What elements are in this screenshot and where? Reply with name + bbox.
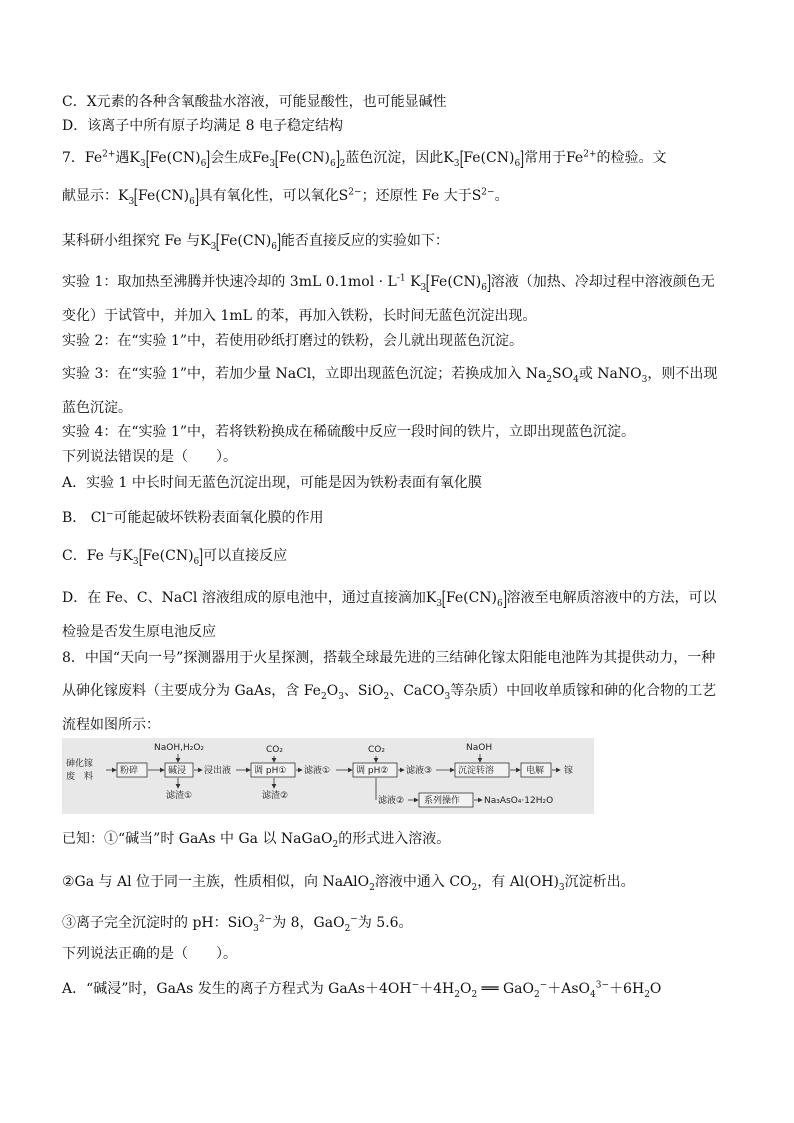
- given-1: [62, 829, 754, 849]
- reagent-naoh-h2o2: NaOH,H₂O₂: [154, 743, 205, 753]
- charge: −: [350, 914, 358, 925]
- subscript: 4: [573, 374, 579, 385]
- formula: Fe(CN): [220, 233, 272, 249]
- reagent-co2: CO₂: [266, 745, 283, 755]
- text: 具有氧化性，可以氧化S: [198, 188, 349, 204]
- subscript: 2: [344, 923, 351, 934]
- bracket: [: [216, 229, 221, 253]
- step-filtrate-1: 滤液①: [304, 766, 331, 776]
- text: GaO: [498, 981, 534, 997]
- q7-stem-line2: [62, 186, 754, 206]
- option-c-prev: [62, 92, 754, 112]
- text: 已知：①“碱当”时 GaAs 中 Ga 以 NaGaO: [62, 831, 333, 847]
- option-c-text: C．X元素的各种含氧酸盐水溶液，可能显酸性，也可能显碱性: [62, 94, 447, 110]
- text: 蓝色沉淀，因此: [345, 150, 444, 166]
- option-d-text: D．该离子中所有原子均满足 8 电子稳定结构: [62, 118, 344, 134]
- experiment-3-line1: [62, 364, 754, 384]
- text: 实验 1：取加热至沸腾并快速冷却的 3mL 0.1mol · L: [62, 274, 397, 290]
- subscript: 2: [339, 158, 346, 169]
- charge: −: [539, 980, 548, 991]
- bracket: ]: [486, 270, 492, 294]
- q7-stem-line3: [62, 231, 754, 251]
- step-adjust-ph-1: 调 pH①: [254, 766, 287, 776]
- experiment-4: [62, 422, 754, 442]
- subscript: 4: [590, 989, 596, 1000]
- subscript: 2: [454, 989, 460, 1000]
- text: 实验 4：在“实验 1”中，若将铁粉换成在稀硫酸中反应一段时间的铁片，立即出现蓝色沉淀。: [62, 424, 636, 440]
- text: ，有 Al: [477, 874, 525, 890]
- q7-option-d-line2: [62, 622, 754, 642]
- text: 流程如图所示：: [62, 717, 160, 733]
- subscript: 6: [481, 282, 487, 293]
- reagent-naoh: NaOH: [466, 743, 493, 753]
- step-series-ops: 系列操作: [424, 796, 461, 806]
- subscript: 3: [269, 158, 276, 169]
- subscript: 2: [471, 882, 478, 893]
- equals-sign: ══: [481, 981, 499, 997]
- text: 检验是否发生原电池反应: [62, 624, 216, 640]
- q8-stem-line1: [62, 648, 754, 668]
- charge: 2+: [583, 149, 597, 160]
- bracket: ]: [206, 146, 211, 170]
- formula: Fe(CN): [278, 150, 331, 166]
- subscript: 3: [128, 196, 135, 207]
- bracket: [: [441, 586, 447, 610]
- subscript: 3: [210, 241, 217, 252]
- subscript: 2: [369, 882, 375, 893]
- formula: Fe: [252, 150, 270, 166]
- filtrate-2: 滤液②: [378, 796, 405, 806]
- experiment-1-line1: [62, 272, 754, 292]
- subscript: 6: [193, 556, 200, 567]
- charge: 2−: [348, 187, 362, 198]
- text: A．“碱浸”时，GaAs 发生的离子方程式为 GaAs＋4OH: [62, 981, 412, 997]
- subscript: 2: [332, 839, 339, 850]
- text: O: [649, 981, 662, 997]
- residue-2: 滤渣②: [262, 791, 289, 801]
- subscript: 2: [546, 374, 553, 385]
- flowchart-svg: [62, 738, 594, 814]
- subscript: 3: [132, 556, 139, 567]
- text: O: [459, 981, 472, 997]
- formula: K: [129, 150, 140, 166]
- raw-material-label: 砷化镓: [66, 759, 94, 769]
- formula: Fe(CN): [149, 150, 201, 166]
- bracket: [: [138, 544, 143, 568]
- text: A．实验 1 中长时间无蓝色沉淀出现，可能是因为铁粉表面有氧化膜: [62, 475, 482, 491]
- text: 某科研小组探究 Fe 与: [62, 233, 201, 249]
- bracket: ]: [276, 229, 282, 253]
- text: O: [326, 683, 339, 699]
- text: ；还原性 Fe 大于S: [361, 188, 482, 204]
- subscript: 6: [200, 158, 207, 169]
- text: D．在 Fe、C、NaCl 溶液组成的原电池中，通过直接滴加: [62, 590, 426, 606]
- experiment-1-line2: [62, 306, 754, 326]
- text: 溶液中通入 CO: [374, 874, 472, 890]
- text: 等杂质）中回收单质镓和砷的化合物的工艺: [450, 683, 717, 699]
- q7-option-b[interactable]: [62, 508, 754, 528]
- bracket: [: [133, 184, 139, 208]
- bracket: ]: [335, 146, 340, 170]
- subscript: 2: [644, 989, 650, 1000]
- bracket: ]: [502, 586, 507, 610]
- formula: K: [425, 590, 437, 606]
- q7-question: [62, 447, 754, 467]
- step-filtrate-3: 滤液③: [406, 766, 433, 776]
- text: 为 8，GaO: [272, 915, 345, 931]
- subscript: 3: [444, 691, 451, 702]
- subscript: 3: [558, 882, 565, 893]
- subscript: 2: [383, 691, 390, 702]
- text: 为 5.6。: [357, 915, 413, 931]
- charge: 2−: [481, 187, 495, 198]
- experiment-3-line2: [62, 398, 754, 418]
- subscript: 6: [497, 598, 503, 609]
- text: 遇: [115, 150, 130, 166]
- step-leachate: 浸出液: [204, 766, 232, 776]
- experiment-2: [62, 331, 754, 351]
- subscript: 2: [320, 691, 327, 702]
- formula: Fe(CN): [138, 188, 190, 204]
- subscript: 3: [641, 374, 648, 385]
- bracket: [: [459, 146, 464, 170]
- q7-option-a[interactable]: [62, 473, 754, 493]
- subscript: 2: [471, 989, 478, 1000]
- bracket: [: [274, 146, 280, 170]
- formula: K: [122, 548, 133, 564]
- text: B． Cl: [62, 510, 106, 526]
- text: 。: [494, 188, 509, 204]
- q8-question: [62, 944, 754, 964]
- step-alkali-leach: 碱浸: [168, 766, 187, 776]
- bracket: ]: [519, 146, 525, 170]
- formula: Fe(CN): [445, 590, 497, 606]
- formula: Fe(CN): [142, 548, 194, 564]
- text: 8．中国“天向一号”探测器用于火星探测，搭载全球最先进的三结砷化镓太阳能电池阵为其提供动力，一种: [62, 650, 716, 666]
- step-adjust-ph-2: 调 pH②: [356, 766, 389, 776]
- formula: Fe(CN): [430, 274, 482, 290]
- process-flowchart: [62, 738, 594, 814]
- text: 的形式进入溶液。: [338, 831, 451, 847]
- text: C．Fe 与: [62, 548, 123, 564]
- residue-1: 滤渣①: [166, 791, 193, 801]
- raw-material-label: 废 料: [66, 772, 94, 782]
- text: ＋4H: [419, 981, 455, 997]
- text: 能否直接反应的实验如下：: [280, 233, 449, 249]
- subscript: 2: [533, 989, 540, 1000]
- text: 从砷化镓废料（主要成分为 GaAs，含 Fe: [62, 683, 321, 699]
- subscript: 3: [420, 282, 427, 293]
- formula: Fe(CN): [463, 150, 515, 166]
- subscript: 3: [139, 158, 146, 169]
- text: 溶液（加热、冷却过程中溶液颜色无: [490, 274, 715, 290]
- text: ②Ga 与 Al 位于同一主族，性质相似，向 NaAlO: [62, 874, 370, 890]
- text: 下列说法正确的是（ ）。: [62, 946, 237, 962]
- text: 变化）于试管中，并加入 1mL 的苯，再加入铁粉，长时间无蓝色沉淀出现。: [62, 308, 537, 324]
- q8-option-a[interactable]: [62, 979, 754, 999]
- product-sodium-arsenate: Na₃AsO₄·12H₂O: [484, 796, 554, 806]
- subscript: 6: [330, 158, 336, 169]
- step-crush: 粉碎: [120, 766, 139, 776]
- q7-option-c[interactable]: [62, 546, 754, 566]
- charge: 2−: [258, 914, 273, 925]
- text: 可能起破坏铁粉表面氧化膜的作用: [113, 510, 324, 526]
- subscript: 3: [436, 598, 443, 609]
- subscript: 6: [271, 241, 278, 252]
- text: 溶液至电解质溶液中的方法，可以: [506, 590, 717, 606]
- text: 、CaCO: [389, 683, 445, 699]
- text: 可以直接反应: [203, 548, 288, 564]
- text: 或 NaNO: [578, 366, 642, 382]
- formula: K: [443, 150, 454, 166]
- charge: −: [411, 980, 420, 991]
- product-gallium: 镓: [564, 766, 574, 776]
- subscript: 3: [453, 158, 460, 169]
- text: 的检验。文: [596, 150, 667, 166]
- text: 、SiO: [343, 683, 384, 699]
- step-electrolysis: 电解: [526, 766, 545, 776]
- q8-stem-line2: [62, 681, 754, 701]
- given-2: [62, 872, 754, 892]
- text: ③离子完全沉淀时的 pH：SiO: [62, 915, 254, 931]
- subscript: 6: [514, 158, 521, 169]
- charge: 2+: [102, 149, 116, 160]
- given-3: [62, 913, 754, 933]
- text: SO: [552, 366, 574, 382]
- subscript: 6: [189, 196, 195, 207]
- text: ，则不出现: [647, 366, 718, 382]
- text: 下列说法错误的是（ ）。: [62, 449, 237, 465]
- formula: K: [118, 188, 129, 204]
- option-d-prev: [62, 116, 754, 136]
- text: 实验 3：在“实验 1”中，若加少量 NaCl，立即出现蓝色沉淀；若换成加入 Na: [62, 366, 547, 382]
- exponent: -1: [396, 273, 406, 284]
- bracket: [: [426, 270, 431, 294]
- text: 7．Fe: [62, 150, 103, 166]
- text: 蓝色沉淀。: [62, 400, 132, 416]
- text: 常用于: [523, 150, 566, 166]
- q7-stem-line1: [62, 148, 754, 168]
- subscript: 3: [338, 691, 344, 702]
- formula: (OH): [524, 874, 559, 890]
- step-redissolve: 沉淀转溶: [458, 766, 495, 776]
- bracket: ]: [199, 544, 204, 568]
- text: 实验 2：在“实验 1”中，若使用砂纸打磨过的铁粉，会儿就出现蓝色沉淀。: [62, 333, 524, 349]
- bracket: [: [145, 146, 150, 170]
- charge: 3−: [595, 980, 610, 991]
- text: 沉淀析出。: [564, 874, 635, 890]
- reagent-co2: CO₂: [368, 745, 385, 755]
- bracket: ]: [194, 184, 199, 208]
- q7-option-d-line1[interactable]: [62, 588, 754, 608]
- formula: K: [200, 233, 211, 249]
- formula: K: [410, 274, 421, 290]
- text: ＋6H: [609, 981, 645, 997]
- subscript: 3: [253, 923, 259, 934]
- formula: Fe: [565, 150, 584, 166]
- text: 会生成: [210, 150, 253, 166]
- text: ＋AsO: [547, 981, 591, 997]
- charge: −: [105, 509, 114, 520]
- text: 献显示：: [62, 188, 118, 204]
- q8-stem-line3: [62, 715, 754, 735]
